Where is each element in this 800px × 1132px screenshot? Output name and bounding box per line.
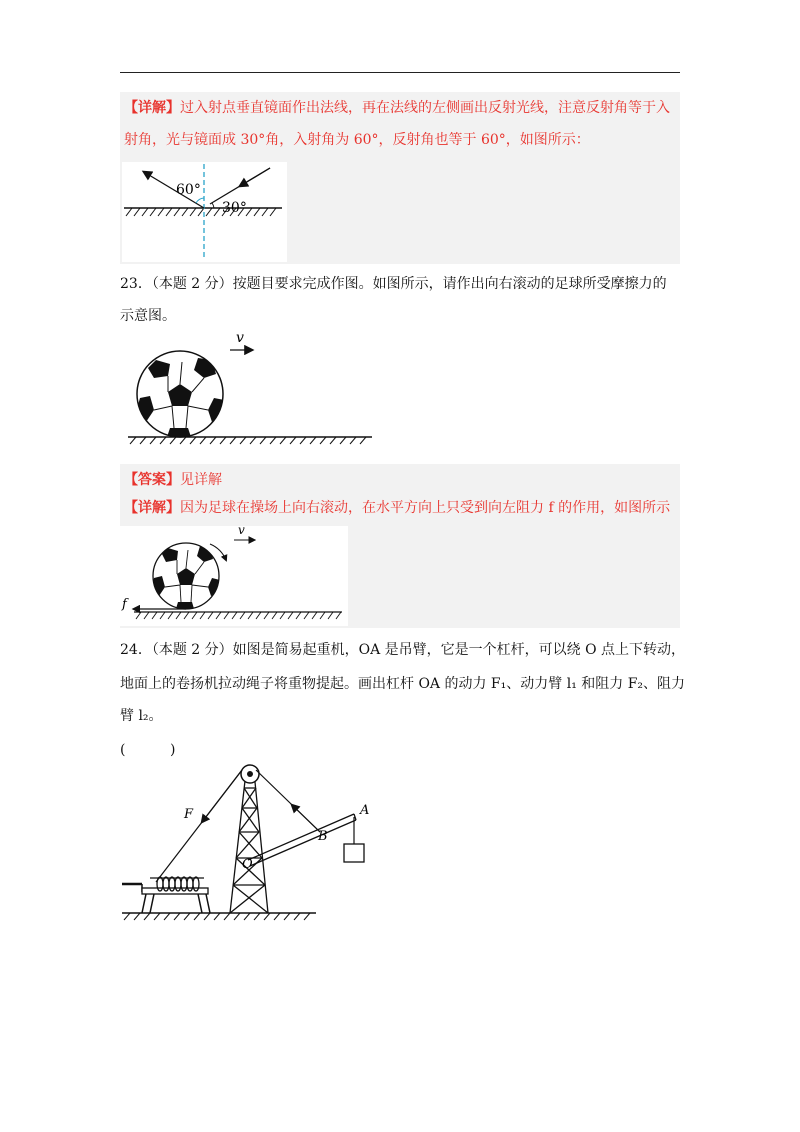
detail-line-2: 射角，光与镜面成 30°角，入射角为 60°，反射角也等于 60°，如图所示：: [124, 132, 590, 148]
answer-tag: 【答案】: [124, 472, 180, 488]
reflection-figure: [122, 162, 287, 262]
detail-23-line: 【详解】因为足球在操场上向右滚动，在水平方向上只受到向左阻力 f 的作用，如图所示: [124, 500, 671, 516]
angle-60-label: 60°: [176, 182, 201, 198]
boom-arm: [248, 814, 356, 866]
answer-block-23: [120, 464, 680, 628]
crane-diagram: [120, 760, 380, 930]
detail-line-1: 【详解】过入射点垂直镜面作出法线，再在法线的左侧画出反射光线，注意反射角等于入: [124, 100, 670, 116]
soccer-ball-icon-2: [151, 543, 220, 612]
crane-tower: [230, 772, 268, 913]
velocity-label: v: [236, 330, 244, 346]
detail-tag: 【详解】: [124, 100, 180, 116]
winch: [122, 877, 210, 913]
detail-block-22: [120, 92, 680, 264]
friction-figure: [120, 526, 348, 626]
friction-diagram: [120, 526, 348, 626]
point-a-label: A: [360, 803, 370, 818]
point-b-label: B: [318, 829, 328, 844]
reflection-diagram: [122, 162, 287, 262]
load-box: [344, 844, 364, 862]
header-rule: [120, 72, 680, 73]
angle-30-label: 30°: [222, 200, 247, 216]
point-o-label: O: [242, 857, 253, 872]
soccer-diagram: [126, 330, 376, 445]
velocity-label-2: v: [238, 526, 245, 537]
q24-line-3: 臂 l₂。: [120, 708, 163, 724]
answer-text: 见详解: [180, 472, 222, 488]
soccer-figure: [126, 330, 376, 445]
force-f-label: F: [184, 807, 194, 822]
detail-23-tag: 【详解】: [124, 500, 180, 516]
answer-blank: ( ): [120, 742, 176, 758]
soccer-ball-icon: [136, 351, 224, 440]
q24-line-2: 地面上的卷扬机拉动绳子将重物提起。画出杠杆 OA 的动力 F₁、动力臂 l₁ 和阻力 F₂、阻力: [120, 676, 686, 692]
crane-figure: [120, 760, 380, 930]
q24-line-1: 24．（本题 2 分）如图是简易起重机，OA 是吊臂，它是一个杠杆，可以绕 O 点上下转动，: [120, 642, 686, 658]
q23-line-1: 23．（本题 2 分）按题目要求完成作图。如图所示，请作出向右滚动的足球所受摩擦力的: [120, 276, 667, 292]
friction-label: f: [122, 597, 127, 612]
q23-line-2: 示意图。: [120, 308, 176, 324]
